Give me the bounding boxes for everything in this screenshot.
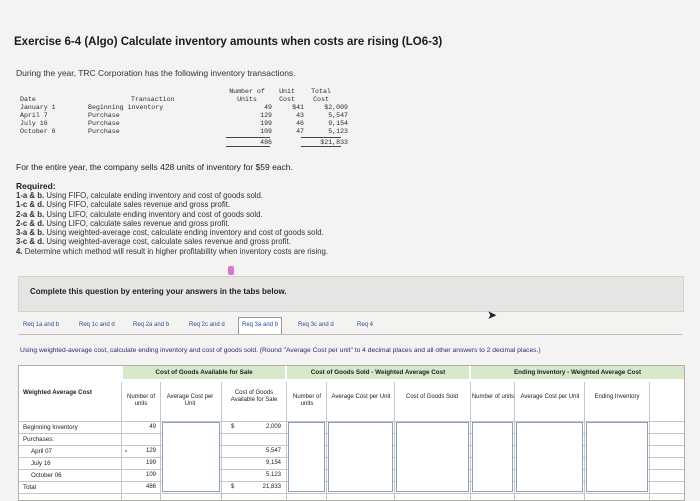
- requirement-label: 1-a & b.: [16, 191, 45, 200]
- tx-header-units-line2: Units: [237, 95, 257, 103]
- exercise-title: Exercise 6-4 (Algo) Calculate inventory amounts when costs are rising (LO6-3): [14, 36, 443, 48]
- tx-row: [20, 128, 350, 136]
- cell-units: 199: [145, 460, 156, 466]
- col-end-avg: Average Cost per Unit: [520, 394, 580, 400]
- tx-type: Beginning inventory: [88, 104, 164, 111]
- tx-date: April 7: [20, 112, 48, 119]
- tx-double-rule: [226, 146, 270, 147]
- col-avail-avg: Average Cost per Unit: [166, 394, 214, 407]
- cell-units: 129: [145, 448, 156, 454]
- tab-divider: [18, 334, 682, 335]
- tx-total-cost: 5,123: [328, 128, 348, 135]
- tx-unit-cost: 46: [296, 120, 304, 127]
- mouse-pointer-icon: ➤: [487, 308, 498, 322]
- row-label-total: Total: [23, 484, 37, 491]
- grid-line: [649, 382, 650, 500]
- header-ending: Ending Inventory - Weighted Average Cost: [513, 369, 642, 376]
- tx-row: [20, 104, 350, 112]
- requirement-text: Using FIFO, calculate sales revenue and gross profit.: [46, 200, 231, 210]
- required-heading: Required:: [16, 181, 56, 191]
- row-label-april: April 07: [31, 448, 52, 455]
- requirements-list: [16, 191, 328, 256]
- requirement-label: 4.: [16, 246, 23, 256]
- tx-units: 49: [264, 104, 272, 111]
- requirement-text: Using weighted-average cost, calculate ending inventory and cost of goods sold.: [46, 228, 324, 238]
- grid-line: [470, 382, 471, 500]
- header-available: Cost of Goods Available for Sale: [155, 369, 253, 376]
- requirement-label: 2-c & d.: [16, 218, 45, 228]
- grid-line: [19, 493, 684, 494]
- col-end-units: Number of units: [471, 394, 515, 400]
- tx-header-total-cost: [301, 88, 341, 103]
- tab-req-2c-d[interactable]: Req 2c and d: [189, 322, 225, 328]
- tx-units: 129: [260, 112, 272, 119]
- tab-req-3a-b[interactable]: Req 3a and b: [238, 317, 282, 334]
- grid-line: [221, 382, 222, 500]
- tx-total-cost: 9,154: [328, 120, 348, 127]
- sold-avg-input[interactable]: [328, 422, 393, 492]
- complete-prompt: Complete this question by entering your answers in the tabs below.: [30, 287, 287, 296]
- requirement-label: 3-c & d.: [16, 237, 45, 247]
- cell-units: 49: [149, 424, 156, 430]
- requirement-item: [16, 237, 328, 246]
- grid-line: [160, 382, 161, 500]
- end-units-input[interactable]: [472, 422, 513, 492]
- tx-double-rule: [301, 146, 341, 147]
- tx-total-units: 486: [260, 139, 272, 146]
- tx-total-cost: $2,009: [324, 104, 348, 111]
- tx-total-amount: $21,833: [320, 139, 348, 146]
- cell-dollar: $: [231, 484, 235, 490]
- cell-units: 109: [145, 472, 156, 478]
- col-sold-avg: Average Cost per Unit: [331, 394, 391, 400]
- row-label-july: July 16: [31, 460, 51, 467]
- requirement-item: [16, 219, 328, 228]
- tab-instruction: Using weighted-average cost, calculate ending inventory and cost of goods sold. (Round "Average Cost per unit" to 4 decimal places and all other answers to 2 decimal places.): [20, 347, 541, 354]
- cell-cost: 21,833: [262, 484, 281, 490]
- tab-req-1c-d[interactable]: Req 1c and d: [79, 322, 115, 328]
- grid-line: [584, 382, 585, 500]
- cell-cost: 5,547: [265, 448, 281, 454]
- tx-header-units-line1: Number of: [229, 88, 265, 95]
- requirement-label: 3-a & b.: [16, 228, 45, 238]
- cell-units: 486: [145, 484, 156, 490]
- requirement-item: [16, 191, 328, 200]
- end-cost-input[interactable]: [586, 422, 648, 492]
- col-sold-cost: Cost of Goods Sold: [405, 394, 459, 400]
- tx-units: 199: [260, 120, 272, 127]
- cell-cost: 2,009: [265, 424, 281, 430]
- avg-cost-input[interactable]: [162, 422, 220, 492]
- grid-line: [286, 382, 287, 500]
- tx-date: January 1: [20, 104, 56, 111]
- requirement-text: Using LIFO, calculate sales revenue and gross profit.: [46, 218, 230, 228]
- tx-header-total-line1: Total: [311, 88, 331, 95]
- tx-row: [20, 112, 350, 120]
- row-header: Weighted Average Cost: [23, 389, 92, 396]
- end-avg-input[interactable]: [516, 422, 583, 492]
- tx-total-rule: [301, 137, 341, 138]
- requirement-label: 1-c & d.: [16, 200, 45, 210]
- requirement-item: [16, 210, 328, 219]
- tab-req-3c-d[interactable]: Req 3c and d: [298, 322, 334, 328]
- tx-unit-cost: 43: [296, 112, 304, 119]
- cell-cost: 5,123: [265, 472, 281, 478]
- grid-line: [394, 382, 395, 500]
- requirement-label: 2-a & b.: [16, 209, 45, 219]
- tx-header-date: Date: [20, 96, 36, 103]
- tx-header-transaction: Transaction: [131, 96, 175, 103]
- header-sold: Cost of Goods Sold - Weighted Average Cost: [310, 369, 446, 376]
- tx-header-cost-line2: Cost: [279, 95, 295, 103]
- tx-date: July 16: [20, 120, 48, 127]
- grid-line: [326, 382, 327, 500]
- requirement-text: Using weighted-average cost, calculate sales revenue and gross profit.: [46, 237, 291, 247]
- tx-unit-cost: $41: [292, 104, 304, 111]
- grid-line: [514, 382, 515, 500]
- tx-total-cost: 5,547: [328, 112, 348, 119]
- sold-units-input[interactable]: [288, 422, 325, 492]
- tx-header-units: [222, 88, 272, 103]
- highlight-marker: [228, 266, 234, 275]
- cell-cost: 9,154: [265, 460, 281, 466]
- requirement-text: Using LIFO, calculate ending inventory and cost of goods sold.: [46, 209, 263, 219]
- sold-cost-input[interactable]: [396, 422, 469, 492]
- tx-type: Purchase: [88, 128, 120, 135]
- tab-req-2a-b[interactable]: Req 2a and b: [133, 322, 170, 328]
- intro-text: During the year, TRC Corporation has the following inventory transactions.: [16, 68, 296, 78]
- col-avail-units: Number of units: [126, 394, 155, 407]
- requirement-item: [16, 200, 328, 209]
- tab-req-4[interactable]: Req 4: [357, 322, 374, 328]
- tab-req-1a-b[interactable]: Req 1a and b: [23, 322, 60, 328]
- tx-total-rule: [226, 137, 270, 138]
- requirement-text: Using FIFO, calculate ending inventory and cost of goods sold.: [46, 191, 264, 200]
- requirement-text: Determine which method will result in higher profitability when inventory costs are rising.: [24, 246, 329, 256]
- tx-header-unit-cost: [271, 88, 303, 103]
- col-end-cost: Ending Inventory: [594, 394, 640, 400]
- col-sold-units: Number of units: [292, 394, 321, 407]
- tx-unit-cost: 47: [296, 128, 304, 135]
- tx-date: October 6: [20, 128, 56, 135]
- tx-type: Purchase: [88, 112, 120, 119]
- sales-statement: For the entire year, the company sells 428 units of inventory for $59 each.: [16, 162, 293, 172]
- tx-row: [20, 120, 350, 128]
- requirement-item: [16, 247, 328, 256]
- tx-header-cost-line1: Unit: [279, 88, 295, 95]
- weighted-average-table: [18, 365, 685, 501]
- col-avail-cost: Cost of Goods Available for Sale: [230, 390, 278, 403]
- requirement-item: [16, 228, 328, 237]
- row-label-purchases: Purchases:: [23, 436, 54, 443]
- row-label-october: October 06: [31, 472, 62, 479]
- row-label-beginning: Beginning Inventory: [23, 424, 78, 431]
- tx-header-total-line2: Cost: [313, 95, 329, 103]
- tx-units: 109: [260, 128, 272, 135]
- tx-type: Purchase: [88, 120, 120, 127]
- cell-dollar: $: [231, 424, 235, 430]
- grid-line: [121, 382, 122, 500]
